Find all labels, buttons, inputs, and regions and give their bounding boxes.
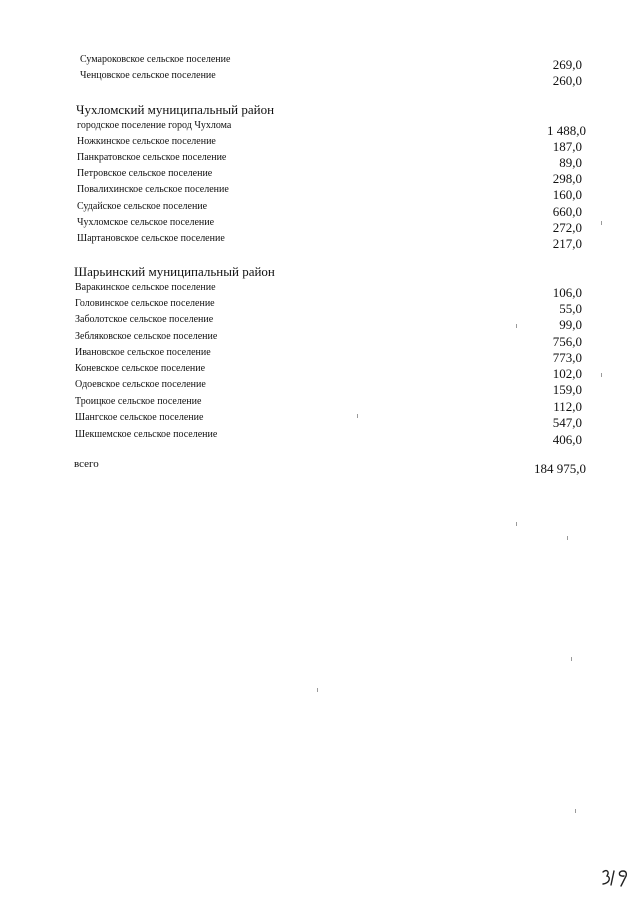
settlement-value: 269,0	[552, 57, 582, 72]
settlement-name: Коневское сельское поселение	[75, 363, 206, 374]
settlement-value: 406,0	[552, 432, 582, 447]
settlement-name: Повалихинское сельское поселение	[77, 184, 229, 195]
settlement-value: 272,0	[552, 220, 582, 235]
settlement-name: Петровское сельское поселение	[77, 168, 213, 179]
settlement-value: 55,0	[559, 301, 582, 316]
settlement-value: 99,0	[559, 317, 582, 332]
settlement-name: Варакинское сельское поселение	[75, 282, 216, 293]
scan-speck	[575, 809, 576, 813]
settlement-value: 660,0	[552, 204, 582, 219]
settlement-name: Троицкое сельское поселение	[75, 396, 202, 407]
table-row	[0, 70, 640, 88]
settlement-value: 102,0	[552, 366, 582, 381]
handwritten-page-number	[600, 868, 630, 888]
settlement-name: Головинское сельское поселение	[75, 298, 215, 309]
settlement-value: 217,0	[552, 236, 582, 251]
settlement-value: 160,0	[552, 187, 582, 202]
scan-speck	[571, 657, 572, 661]
district-heading: Чухломский муниципальный район	[76, 102, 275, 117]
settlement-value: 106,0	[552, 285, 582, 300]
scan-speck	[601, 373, 602, 377]
settlement-name: Одоевское сельское поселение	[75, 379, 206, 390]
table-row	[0, 314, 640, 332]
table-row	[0, 429, 640, 447]
settlement-name: Ножкинское сельское поселение	[77, 136, 216, 147]
scan-speck	[317, 688, 318, 692]
settlement-name: городское поселение город Чухлома	[77, 120, 232, 131]
district-heading: Шарьинский муниципальный район	[74, 264, 275, 279]
settlement-value: 159,0	[552, 382, 582, 397]
settlement-name: Шекшемское сельское поселение	[75, 429, 218, 440]
table-row	[0, 412, 640, 430]
settlement-name: Чухломское сельское поселение	[77, 217, 215, 228]
settlement-value: 1 488,0	[547, 123, 586, 138]
total-row	[0, 458, 640, 476]
total-label: всего	[74, 458, 99, 470]
settlement-name: Шангское сельское поселение	[75, 412, 204, 423]
table-row	[0, 184, 640, 202]
settlement-name: Судайское сельское поселение	[77, 201, 208, 212]
scan-speck	[601, 221, 602, 225]
settlement-value: 547,0	[552, 415, 582, 430]
scan-speck	[516, 324, 517, 328]
settlement-name: Сумароковское сельское поселение	[80, 54, 231, 65]
settlement-value: 187,0	[552, 139, 582, 154]
settlement-value: 773,0	[552, 350, 582, 365]
scan-speck	[357, 414, 358, 418]
table-row	[0, 379, 640, 397]
settlement-name: Панкратовское сельское поселение	[77, 152, 227, 163]
settlement-name: Ченцовское сельское поселение	[80, 70, 216, 81]
settlement-name: Заболотское сельское поселение	[75, 314, 214, 325]
settlement-name: Шартановское сельское поселение	[77, 233, 225, 244]
settlement-name: Зебляковское сельское поселение	[75, 331, 218, 342]
table-row	[0, 233, 640, 251]
settlement-value: 112,0	[553, 399, 582, 414]
settlement-name: Ивановское сельское поселение	[75, 347, 211, 358]
settlement-value: 298,0	[552, 171, 582, 186]
settlement-value: 756,0	[552, 334, 582, 349]
settlement-value: 260,0	[552, 73, 582, 88]
scan-speck	[567, 536, 568, 540]
total-value: 184 975,0	[534, 461, 586, 476]
settlement-value: 89,0	[559, 155, 582, 170]
scan-speck	[516, 522, 517, 526]
